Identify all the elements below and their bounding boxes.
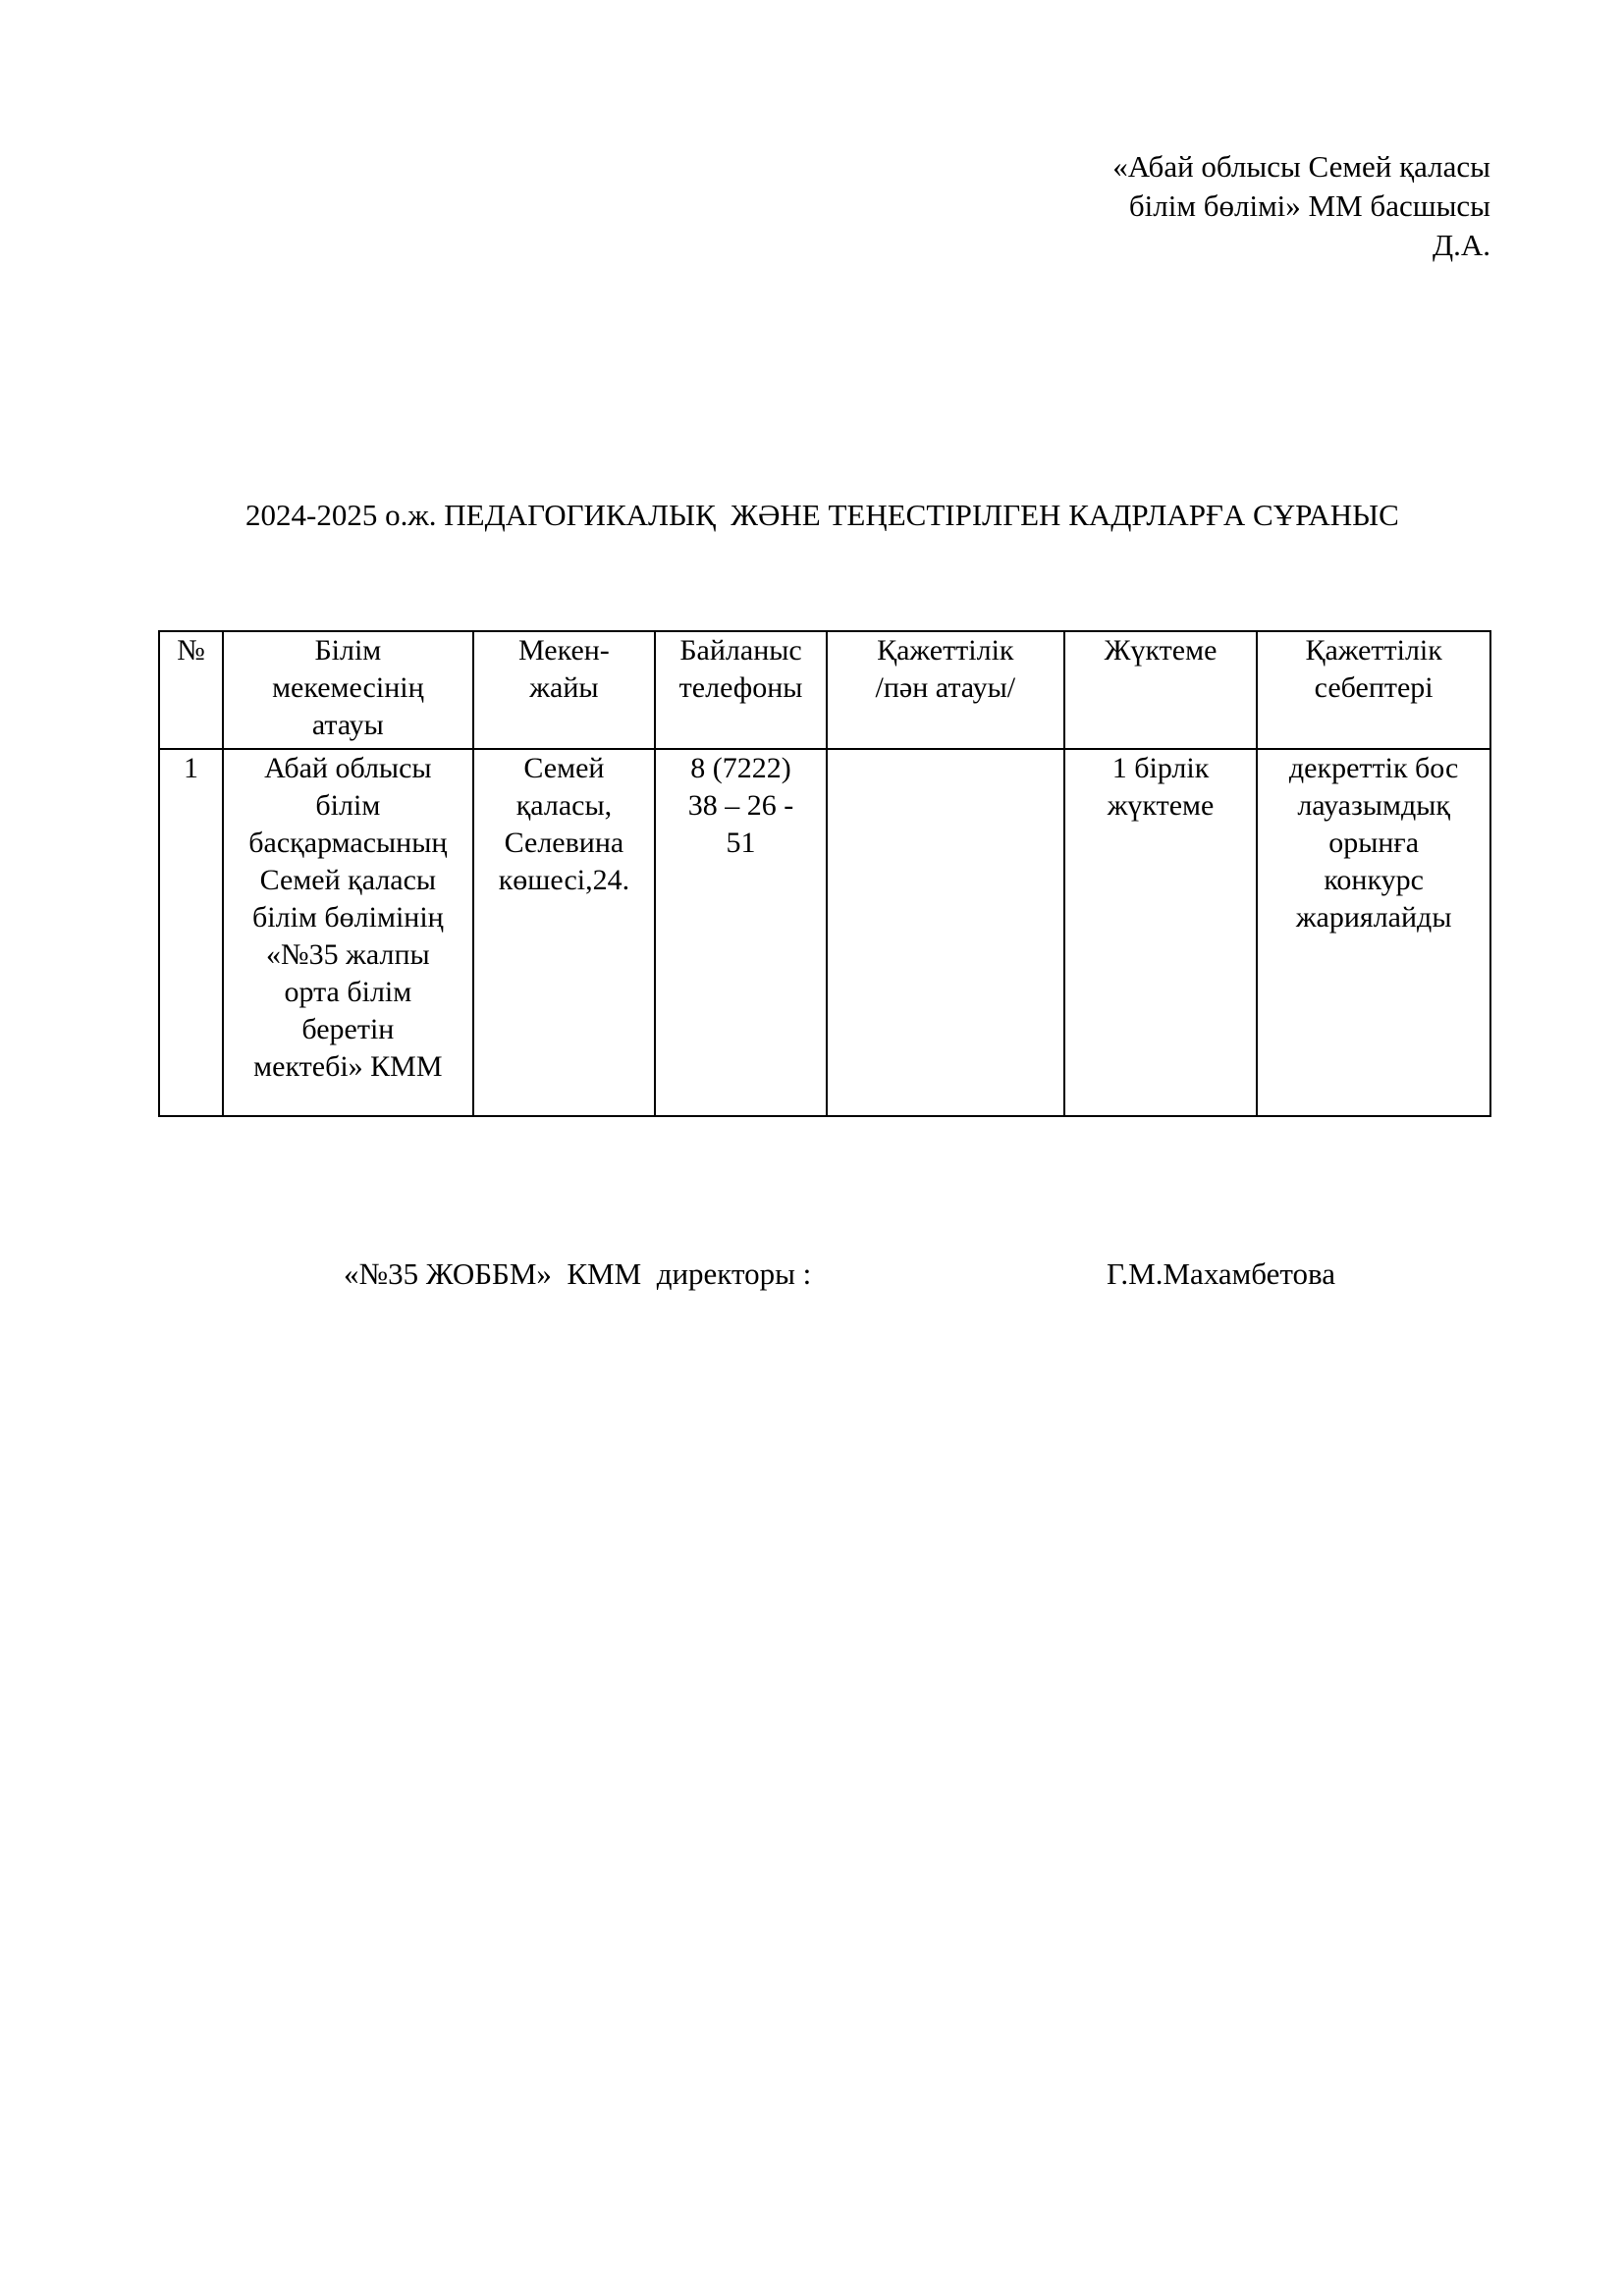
addressee-line-1: «Абай облысы Семей қаласы — [1112, 149, 1490, 184]
table-header-row — [159, 631, 1490, 749]
header-need: Қажеттілік /пән атауы/ — [827, 631, 1064, 749]
document-title: 2024-2025 о.ж. ПЕДАГОГИКАЛЫҚ ЖӘНЕ ТЕҢЕСТІРІЛГЕН КАДРЛАРҒА СҰРАНЫС — [245, 498, 1399, 532]
header-address: Мекен- жайы — [473, 631, 656, 749]
header-phone: Байланыс телефоны — [655, 631, 827, 749]
staff-request-table — [158, 630, 1491, 1117]
cell-phone: 8 (7222) 38 – 26 - 51 — [655, 749, 827, 1116]
table-row — [159, 749, 1490, 1116]
addressee-block — [1112, 147, 1490, 265]
cell-need — [827, 749, 1064, 1116]
cell-institution-name: Абай облысы білім басқармасының Семей қаласы білім бөлімінің «№35 жалпы орта білім беретін мектебі» КММ — [223, 749, 473, 1116]
header-reason: Қажеттілік себептері — [1257, 631, 1490, 749]
header-number: № — [159, 631, 223, 749]
cell-load: 1 бірлік жүктеме — [1064, 749, 1258, 1116]
cell-reason: декреттік бос лауазымдық орынға конкурс жариялайды — [1257, 749, 1490, 1116]
signature-label: «№35 ЖОББМ» КММ директоры : — [344, 1256, 812, 1291]
header-institution-name: Білім мекемесінің атауы — [223, 631, 473, 749]
cell-number: 1 — [159, 749, 223, 1116]
signer-name: Г.М.Махамбетова — [1107, 1256, 1336, 1291]
addressee-line-2: білім бөлімі» ММ басшысы — [1128, 188, 1490, 223]
header-load: Жүктеме — [1064, 631, 1258, 749]
addressee-line-3: Д.А. — [1432, 228, 1490, 262]
cell-address: Семей қаласы, Селевина көшесі,24. — [473, 749, 656, 1116]
